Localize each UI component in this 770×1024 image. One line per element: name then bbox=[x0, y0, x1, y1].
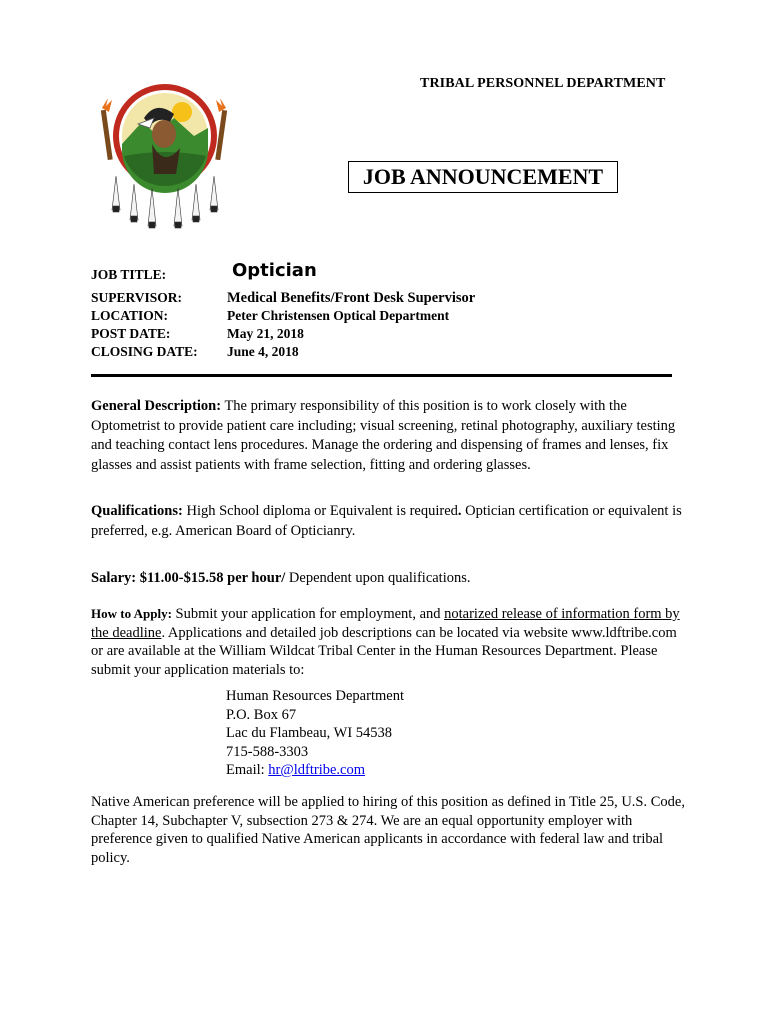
address-line-1: Human Resources Department bbox=[226, 688, 404, 704]
right-torch-icon bbox=[215, 98, 227, 160]
post-date-value: May 21, 2018 bbox=[227, 326, 304, 341]
address-phone: 715-588-3303 bbox=[226, 743, 309, 760]
how-to-apply-text-2: . Applications and detailed job descriptions can be located via website www.ldftribe.com or are available at the William Wildcat Tribal Center in the Human Resources Department. Please submit your application materials to: bbox=[91, 624, 677, 678]
address-line-2: P.O. Box 67 bbox=[226, 706, 297, 723]
general-description-label: General Description: bbox=[91, 398, 222, 414]
how-to-apply bbox=[91, 605, 687, 679]
mailing-address bbox=[226, 687, 404, 780]
supervisor-value: Medical Benefits/Front Desk Supervisor bbox=[227, 290, 476, 306]
divider-rule bbox=[91, 374, 672, 377]
general-description-text: The primary responsibility of this position is to work closely with the Optometrist to provide patient care including; visual screening, retinal photography, auxiliary testing and teaching contact lens procedures. Manage the ordering and dispensing of frames and lenses, fix glasses and assist patients with frame selection, fitting and ordering glasses. bbox=[91, 398, 676, 473]
address-email-row bbox=[226, 761, 404, 780]
notarized-release-note: notarized release of information form by the deadline bbox=[91, 606, 680, 641]
job-title-label: JOB TITLE: bbox=[91, 267, 167, 282]
salary bbox=[91, 569, 687, 589]
department-heading: TRIBAL PERSONNEL DEPARTMENT bbox=[420, 76, 666, 91]
supervisor-label: SUPERVISOR: bbox=[91, 290, 183, 305]
qualifications-label: Qualifications: bbox=[91, 503, 183, 519]
closing-date-label: CLOSING DATE: bbox=[91, 344, 198, 359]
location-label: LOCATION: bbox=[91, 308, 169, 323]
qualifications-text-1: High School diploma or Equivalent is required bbox=[182, 503, 458, 519]
email-link[interactable]: hr@ldftribe.com bbox=[268, 762, 365, 778]
general-description bbox=[91, 397, 687, 475]
post-date-label: POST DATE: bbox=[91, 326, 171, 341]
how-to-apply-text-1: Submit your application for employment, and bbox=[171, 606, 445, 622]
qualifications bbox=[91, 502, 687, 541]
salary-text: Dependent upon qualifications. bbox=[285, 570, 471, 586]
address-line-3: Lac du Flambeau, WI 54538 bbox=[226, 725, 393, 741]
closing-date-value: June 4, 2018 bbox=[227, 344, 299, 359]
job-title-value: Optician bbox=[232, 260, 317, 281]
email-label: Email: bbox=[226, 762, 269, 778]
salary-label: Salary: $11.00-$15.58 per hour/ bbox=[91, 570, 286, 586]
location-value: Peter Christensen Optical Department bbox=[227, 308, 450, 323]
qualifications-text-2: Optician certification or equivalent is preferred, e.g. American Board of Opticianry. bbox=[91, 503, 682, 539]
native-american-preference: Native American preference will be applied to hiring of this position as defined in Title 25, U.S. Code, Chapter 14, Subchapter V, subsection 273 & 274. We are an equal opportunity employer with preference given to qualified Native American applicants in accordance with federal law and tribal policy. bbox=[91, 794, 685, 866]
job-announcement-title: JOB ANNOUNCEMENT bbox=[348, 161, 618, 193]
tribal-seal-logo bbox=[94, 78, 236, 238]
qualifications-period: . bbox=[457, 503, 462, 519]
how-to-apply-label: How to Apply: bbox=[91, 606, 172, 621]
left-torch-icon bbox=[101, 98, 113, 160]
